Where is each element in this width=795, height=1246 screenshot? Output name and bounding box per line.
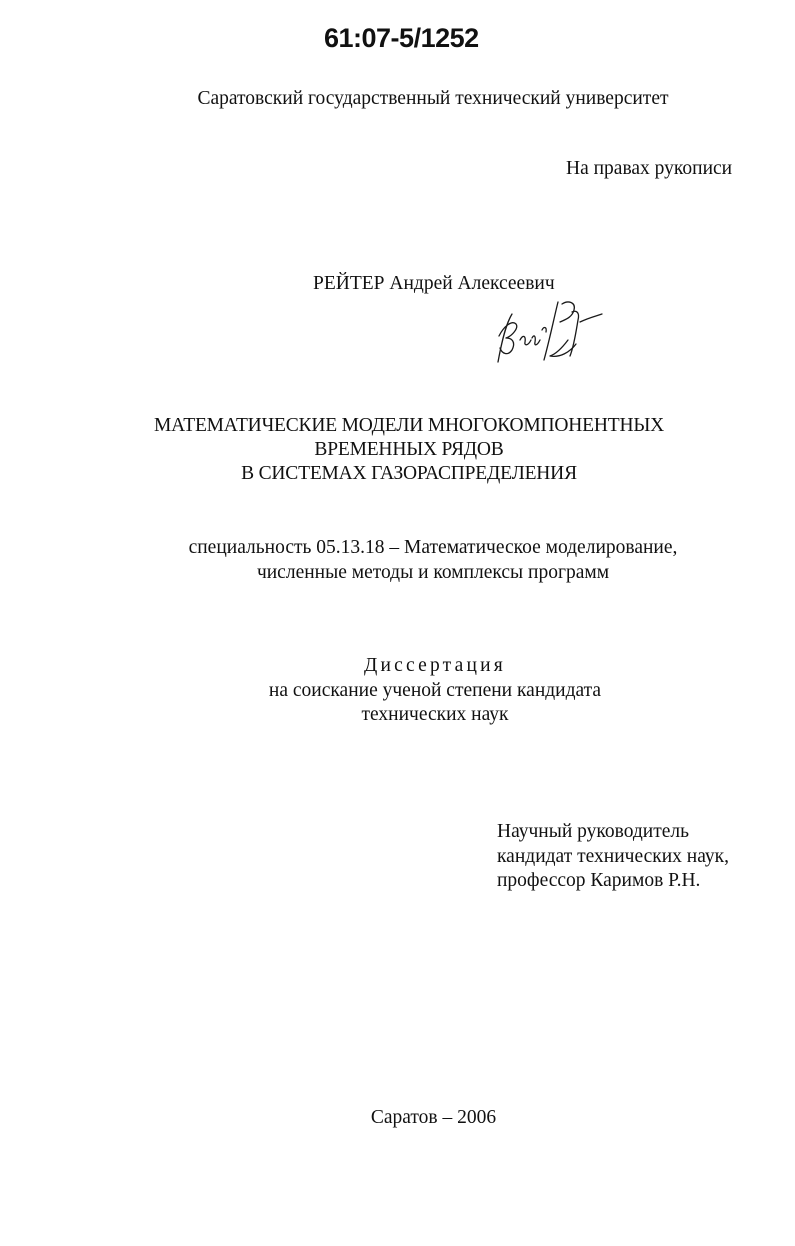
degree-line-2: технических наук <box>361 704 509 725</box>
specialty-line-2: численные методы и комплексы программ <box>256 562 610 583</box>
supervisor-degree: кандидат технических наук, <box>497 846 729 867</box>
dissertation-title-line-2: ВРЕМЕННЫХ РЯДОВ <box>314 439 504 460</box>
degree-line-1: на соискание ученой степени кандидата <box>268 680 602 701</box>
city-and-year: Саратов – 2006 <box>370 1107 497 1128</box>
author-name: РЕЙТЕР Андрей Алексеевич <box>313 273 555 294</box>
author-signature-icon <box>490 296 605 368</box>
archive-stamp-number: 61:07-5/1252 <box>324 23 479 53</box>
manuscript-rights-note: На правах рукописи <box>566 158 733 179</box>
specialty-line-1: специальность 05.13.18 – Математическое моделирование, <box>188 537 678 558</box>
supervisor-role: Научный руководитель <box>497 821 690 842</box>
dissertation-title-line-3: В СИСТЕМАХ ГАЗОРАСПРЕДЕЛЕНИЯ <box>241 463 577 484</box>
dissertation-title-line-1: МАТЕМАТИЧЕСКИЕ МОДЕЛИ МНОГОКОМПОНЕНТНЫХ <box>153 415 665 436</box>
dissertation-label: Диссертация <box>364 655 506 676</box>
university-name: Саратовский государственный технический университет <box>197 88 669 109</box>
supervisor-name: профессор Каримов Р.Н. <box>497 870 701 891</box>
